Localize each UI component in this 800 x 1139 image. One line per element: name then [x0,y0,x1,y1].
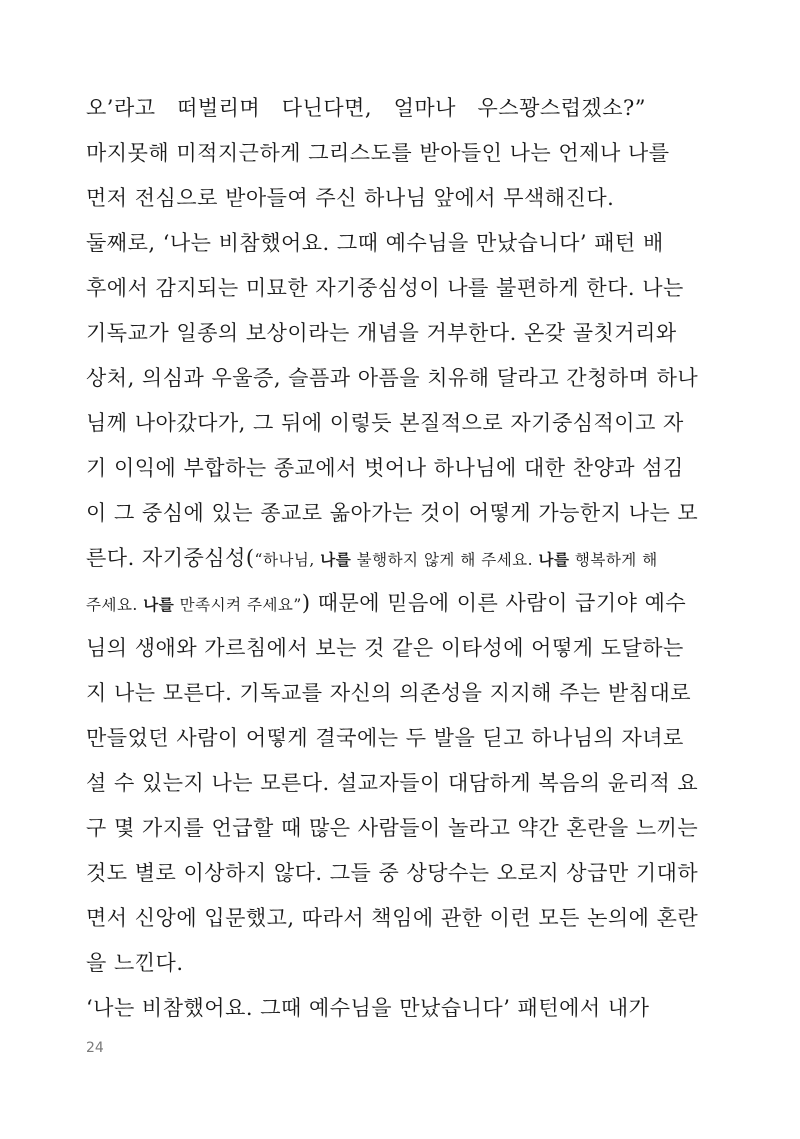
body-text [86,86,699,1031]
quote-small: 불행하지 않게 해 주세요. [351,551,539,569]
quote-emphasis: 나를 [538,550,570,569]
text-line: 후에서 감지되는 미묘한 자기중심성이 나를 불편하게 한다. 나는 [86,276,684,300]
text-line: 지 나는 모른다. 기독교를 자신의 의존성을 지지해 주는 받침대로 [86,681,692,705]
text-line-quote [86,581,687,626]
text-line: 기 이익에 부합하는 종교에서 벗어나 하나님에 대한 찬양과 섬김 [86,456,684,480]
text-line: 먼저 전심으로 받아들여 주신 하나님 앞에서 무색해진다. [86,186,615,210]
quote-emphasis: 나를 [143,595,175,614]
text-line: 님의 생애와 가르침에서 보는 것 같은 이타성에 어떻게 도달하는 [86,636,684,660]
text-line: 기독교가 일종의 보상이라는 개념을 거부한다. 온갖 골칫거리와 [86,321,677,345]
text-line: 둘째로, ‘나는 비참했어요. 그때 예수님을 만났습니다’ 패턴 배 [86,231,664,255]
text-line: 마지못해 미적지근하게 그리스도를 받아들인 나는 언제나 나를 [86,141,670,165]
text-line: 상처, 의심과 우울증, 슬픔과 아픔을 치유해 달라고 간청하며 하나 [86,366,699,390]
text-line: 이 그 중심에 있는 종교로 옮아가는 것이 어떻게 가능한지 나는 모 [86,501,699,525]
quote-small: 행복하게 해 [569,551,658,569]
text-segment: ) 때문에 믿음에 이른 사람이 급기야 예수 [301,591,687,615]
text-line: 님께 나아갔다가, 그 뒤에 이렇듯 본질적으로 자기중심적이고 자 [86,411,684,435]
text-line-quote [86,536,658,581]
text-line: 오’라고 떠벌리며 다닌다면, 얼마나 우스꽝스럽겠소?” [86,96,646,120]
text-line: 만들었던 사람이 어떻게 결국에는 두 발을 딛고 하나님의 자녀로 [86,726,684,750]
text-line: ‘나는 비참했어요. 그때 예수님을 만났습니다’ 패턴에서 내가 [86,996,650,1020]
quote-emphasis: 나를 [320,550,352,569]
text-line: 설 수 있는지 나는 모른다. 설교자들이 대담하게 복음의 윤리적 요 [86,771,699,795]
page-number: 24 [86,1040,104,1056]
text-line: 면서 신앙에 입문했고, 따라서 책임에 관한 이런 모든 논의에 혼란 [86,906,699,930]
text-line: 구 몇 가지를 언급할 때 많은 사람들이 놀라고 약간 혼란을 느끼는 [86,816,699,840]
text-line: 을 느낀다. [86,951,184,975]
quote-small: “하나님, [254,551,321,569]
quote-small: 만족시켜 주세요” [174,596,302,614]
quote-small: 주세요. [86,596,144,614]
text-segment: 른다. 자기중심성( [86,546,255,570]
text-line: 것도 별로 이상하지 않다. 그들 중 상당수는 오로지 상급만 기대하 [86,861,699,885]
